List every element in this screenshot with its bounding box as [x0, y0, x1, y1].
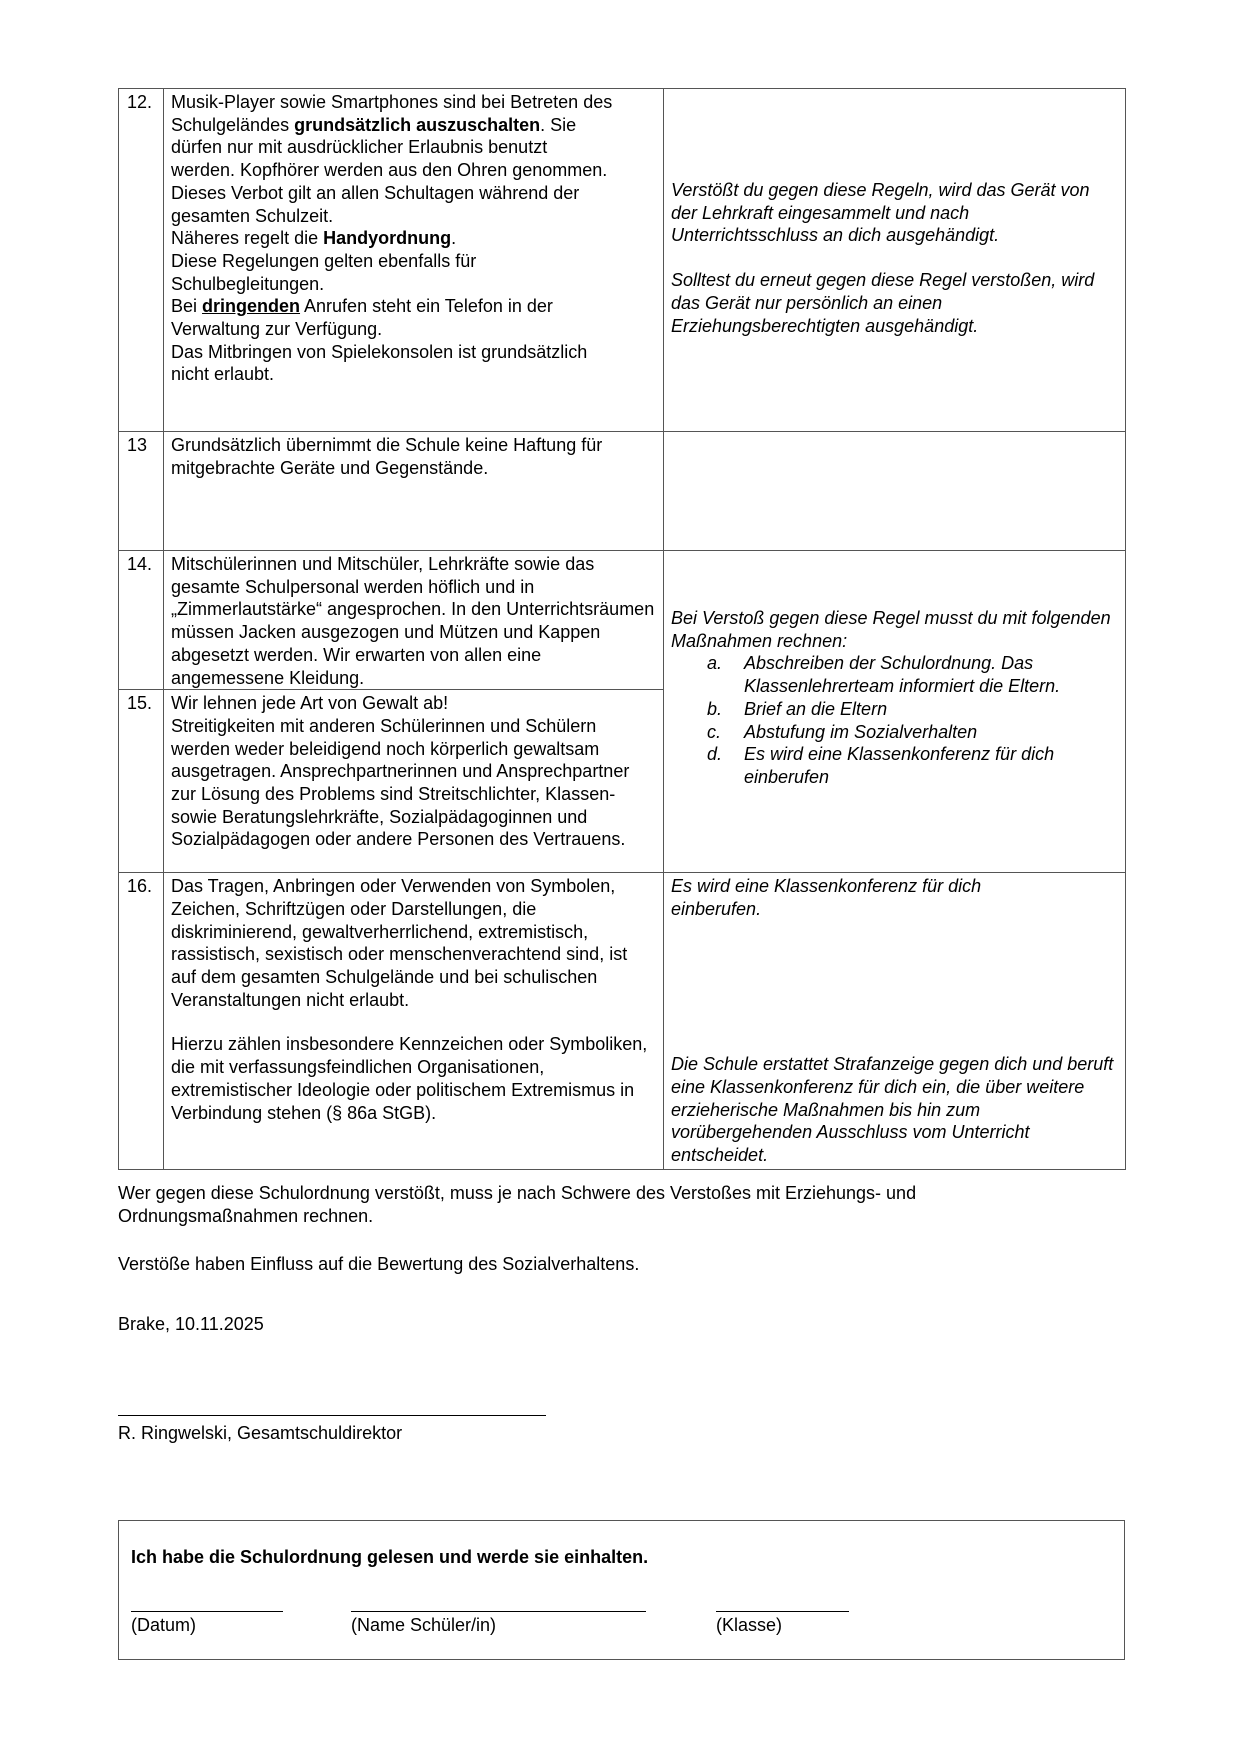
consequence-paragraph: Die Schule erstattet Strafanzeige gegen dich und beruft eine Klassenkonferenz für dich ein, die über weitere erzieherische Maßnahmen bis hin zum vorübergehenden Ausschluss vom Unterricht entscheidet. [671, 1054, 1114, 1166]
footer-note-social-behaviour: Verstöße haben Einfluss auf die Bewertung des Sozialverhaltens. [118, 1254, 640, 1274]
rule-line: Dieses Verbot gilt an allen Schultagen während der [171, 182, 580, 203]
rule-line: Diese Regelungen gelten ebenfalls für [171, 250, 477, 271]
rule-text [164, 873, 664, 1170]
signatory-name: R. Ringwelski, Gesamtschuldirektor [118, 1423, 403, 1443]
consequence-paragraph: Verstößt du gegen diese Regeln, wird das Gerät von der Lehrkraft eingesammelt und nach Unterrichtsschluss an dich ausgehändigt. [671, 180, 1090, 246]
table-row-rule-14 [119, 551, 1126, 690]
rule-line: Verwaltung zur Verfügung. [171, 319, 383, 340]
rule-text [164, 690, 664, 873]
rule-line: Das Mitbringen von Spielekonsolen ist grundsätzlich [171, 341, 588, 362]
rule-body: Das Tragen, Anbringen oder Verwenden von Symbolen, Zeichen, Schriftzügen oder Darstellungen, die diskriminierend, gewaltverherrlichend, extremistisch, rassistisch, sexistisch oder menschenverachtend sind, ist auf dem gesamten Schulgelände und bei schulischen Veranstaltungen nicht erlaubt. [171, 876, 628, 1010]
date-signature-line [131, 1611, 283, 1612]
footer-note-consequences: Wer gegen diese Schulordnung verstößt, muss je nach Schwere des Verstoßes mit Erziehungs- und Ordnungsmaßnahmen rechnen. [118, 1183, 917, 1226]
class-signature-line [716, 1611, 849, 1612]
consequence-cell [664, 432, 1126, 551]
handyordnung-reference: Handyordnung [323, 228, 452, 249]
date-field[interactable] [131, 1611, 283, 1636]
consequence-paragraph: Solltest du erneut gegen diese Regel verstoßen, wird das Gerät nur persönlich an einen Erziehungsberechtigten ausgehändigt. [671, 270, 1095, 336]
rule-body-2: Hierzu zählen insbesondere Kennzeichen oder Symboliken, die mit verfassungsfeindlichen Organisationen, extremistischer Ideologie oder politischem Extremismus in Verbindung stehen (§ 86a StGB). [171, 1034, 648, 1123]
list-item: c. Abstufung im Sozialverhalten [707, 721, 978, 742]
underlined-emphasis: dringenden [202, 296, 301, 317]
table-row-rule-16 [119, 873, 1126, 1170]
acknowledgement-heading: Ich habe die Schulordnung gelesen und werde sie einhalten. [131, 1547, 649, 1567]
consequence-list [671, 652, 1118, 788]
rule-line: dürfen nur mit ausdrücklicher Erlaubnis benutzt [171, 137, 548, 158]
consequence-paragraph: Es wird eine Klassenkonferenz für dich einberufen. [671, 876, 982, 919]
principal-signature-line [118, 1415, 546, 1416]
rule-number: 13 [119, 432, 164, 551]
table-row-rule-12 [119, 89, 1126, 432]
list-item: d. Es wird eine Klassenkonferenz für dich einberufen [707, 744, 1055, 787]
rule-text [164, 89, 664, 432]
list-item: a. Abschreiben der Schulordnung. Das Klassenlehrerteam informiert die Eltern. [707, 653, 1061, 697]
student-name-field-label: (Name Schüler/in) [351, 1615, 497, 1635]
shared-consequence-cell [664, 551, 1126, 873]
date-field-label: (Datum) [131, 1615, 197, 1635]
emphasis-text: grundsätzlich auszuschalten [294, 114, 541, 135]
rule-number: 16. [119, 873, 164, 1170]
place-and-date: Brake, 10.11.2025 [118, 1314, 264, 1334]
list-item: b. Brief an die Eltern [707, 698, 888, 719]
student-name-field[interactable] [351, 1611, 646, 1636]
rule-line: Schulgeländes grundsätzlich auszuschalten. Sie [171, 114, 577, 135]
rule-line: nicht erlaubt. [171, 364, 275, 385]
table-row-rule-13 [119, 432, 1126, 551]
rule-line: Schulbegleitungen. [171, 273, 325, 294]
rule-number: 14. [119, 551, 164, 690]
class-field-label: (Klasse) [716, 1615, 783, 1635]
rule-number: 12. [119, 89, 164, 432]
student-name-signature-line [351, 1611, 646, 1612]
rule-line: Näheres regelt die Handyordnung. [171, 228, 457, 249]
rule-text: Mitschülerinnen und Mitschüler, Lehrkräfte sowie das gesamte Schulpersonal werden höflich und in „Zimmerlautstärke“ angesprochen. In den Unterrichtsräumen müssen Jacken ausgezogen und Mützen und Kappen abgesetzt werden. Wir erwarten von allen eine angemessene Kleidung. [164, 551, 664, 690]
rule-line: Bei dringenden Anrufen steht ein Telefon in der [171, 296, 553, 317]
rule-line: gesamten Schulzeit. [171, 205, 334, 226]
rule-line: Musik-Player sowie Smartphones sind bei Betreten des [171, 92, 613, 112]
rule-text: Grundsätzlich übernimmt die Schule keine Haftung für mitgebrachte Geräte und Gegenstände. [164, 432, 664, 551]
class-field[interactable] [716, 1611, 849, 1636]
consequence-cell [664, 873, 1126, 1170]
school-rules-table [118, 88, 1126, 1170]
rule-lead: Wir lehnen jede Art von Gewalt ab! [171, 693, 449, 714]
consequence-cell [664, 89, 1126, 432]
rule-body: Streitigkeiten mit anderen Schülerinnen und Schülern werden weder beleidigend noch körperlich gewaltsam ausgetragen. Ansprechpartnerinnen und Ansprechpartner zur Lösung des Problems sind Streitschlichter, Klassen- sowie Beratungslehrkräfte, Sozialpädagoginnen und Sozialpädagogen oder andere Personen des Vertrauens. [171, 715, 630, 850]
rule-line: werden. Kopfhörer werden aus den Ohren genommen. [171, 160, 608, 181]
acknowledgement-box [118, 1520, 1125, 1660]
consequence-intro: Bei Verstoß gegen diese Regel musst du mit folgenden Maßnahmen rechnen: [671, 608, 1111, 651]
rule-number: 15. [119, 690, 164, 873]
